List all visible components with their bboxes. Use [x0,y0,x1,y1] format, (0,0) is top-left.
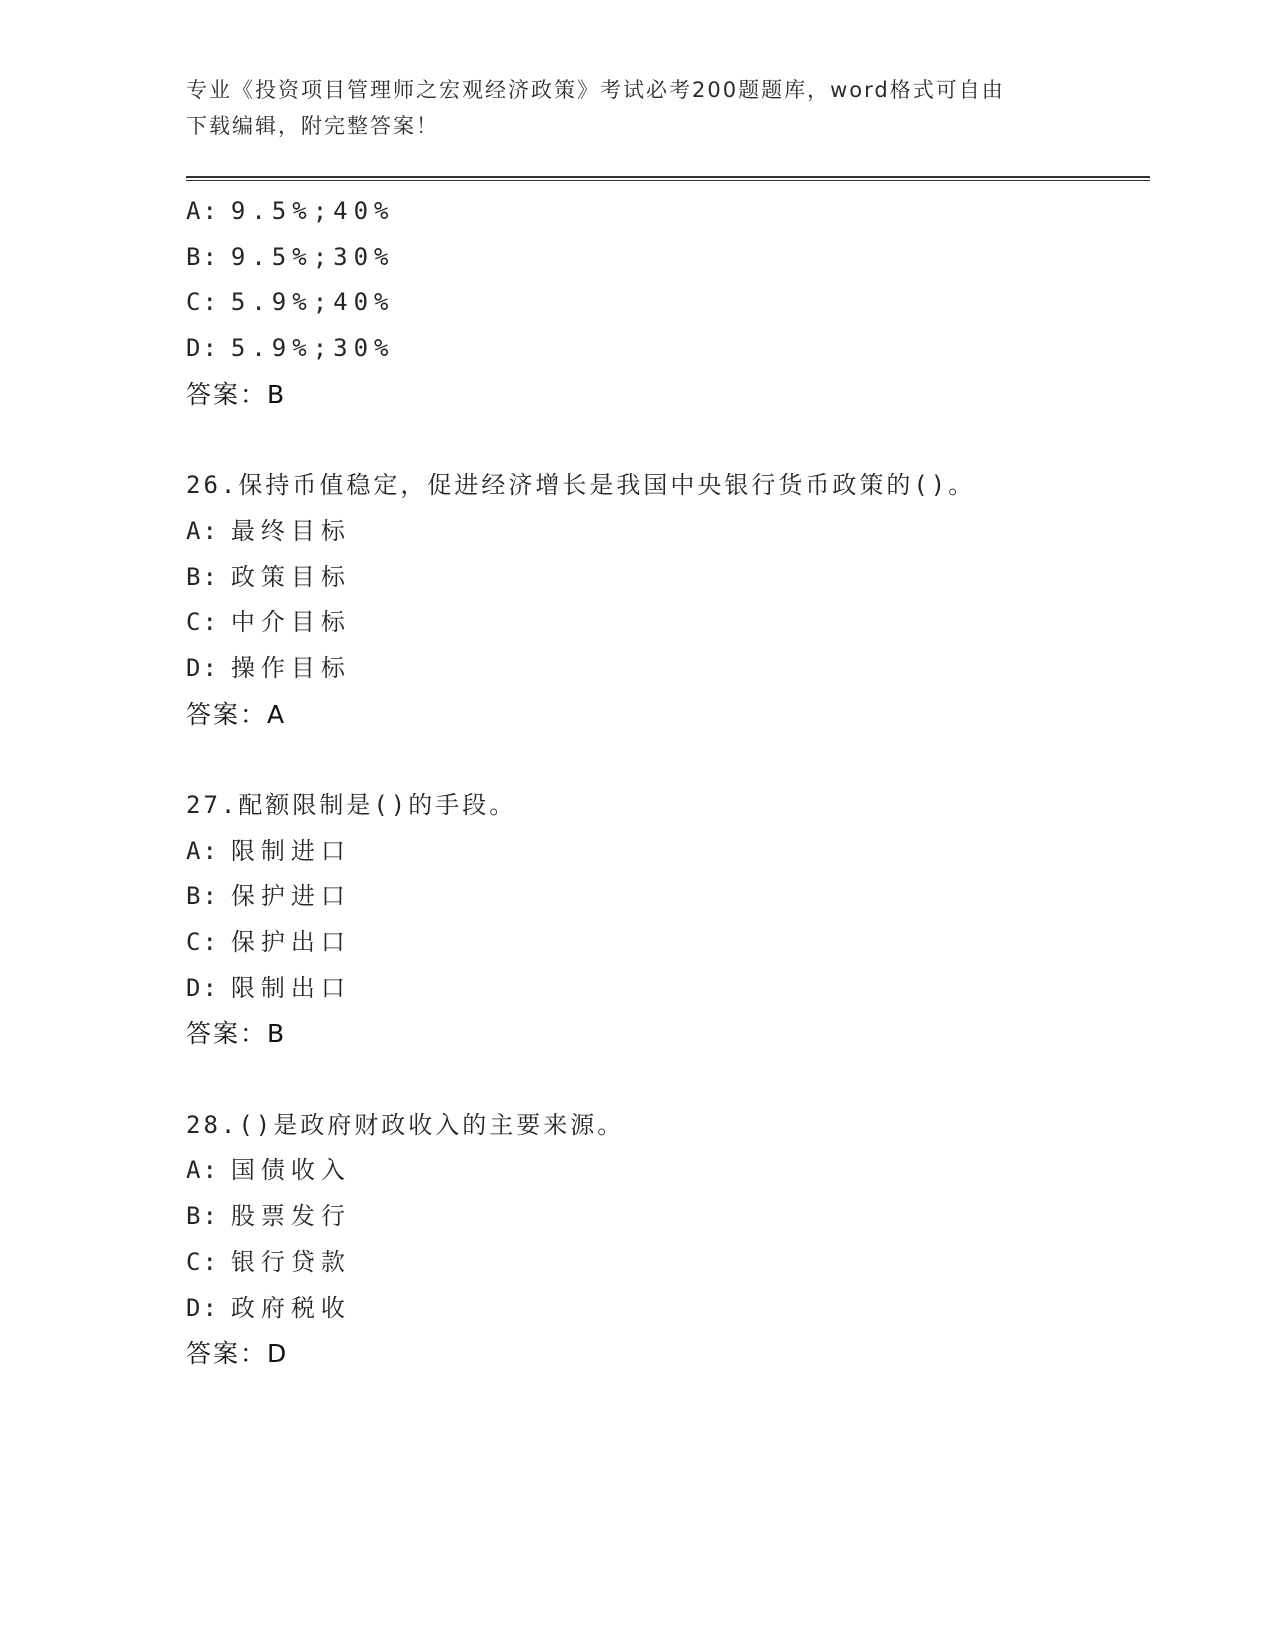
option-b: B: 9.5%;30% [186,242,395,271]
document-body [186,189,1150,1377]
option-d: D: 限制出口 [186,973,351,1002]
question-block-26 [186,463,1150,737]
option-b: B: 保护进口 [186,882,351,911]
question-block-27 [186,783,1150,1057]
question-text: 26.保持币值稳定，促进经济增长是我国中央银行货币政策的()。 [186,471,976,500]
option-a: A: 限制进口 [186,836,351,865]
question-text: 27.配额限制是()的手段。 [186,790,517,819]
question-block-28 [186,1103,1150,1377]
option-c: C: 5.9%;40% [186,288,395,317]
header-title-line-1: 专业《投资项目管理师之宏观经济政策》考试必考200题题库，word格式可自由 [186,78,1005,102]
spacer [186,417,1150,463]
header-title-line-2: 下载编辑，附完整答案！ [186,114,439,138]
question-text: 28.()是政府财政收入的主要来源。 [186,1110,625,1139]
header-divider [186,176,1150,181]
page-header [186,72,1066,144]
spacer [186,1057,1150,1103]
option-c: C: 保护出口 [186,928,351,956]
option-c: C: 中介目标 [186,608,351,637]
option-b: B: 股票发行 [186,1202,351,1231]
answer-line: 答案：B [186,1019,287,1049]
spacer [186,737,1150,783]
answer-line: 答案：D [186,1339,289,1369]
option-a: A: 9.5%;40% [186,197,395,225]
answer-line: 答案：B [186,379,287,409]
option-a: A: 国债收入 [186,1156,351,1185]
option-d: D: 政府税收 [186,1293,351,1322]
option-a: A: 最终目标 [186,516,351,545]
option-d: D: 操作目标 [186,653,351,682]
option-d: D: 5.9%;30% [186,334,395,363]
question-block-25 [186,189,1150,417]
option-c: C: 银行贷款 [186,1247,351,1276]
answer-line: 答案：A [186,699,287,729]
option-b: B: 政策目标 [186,562,351,591]
